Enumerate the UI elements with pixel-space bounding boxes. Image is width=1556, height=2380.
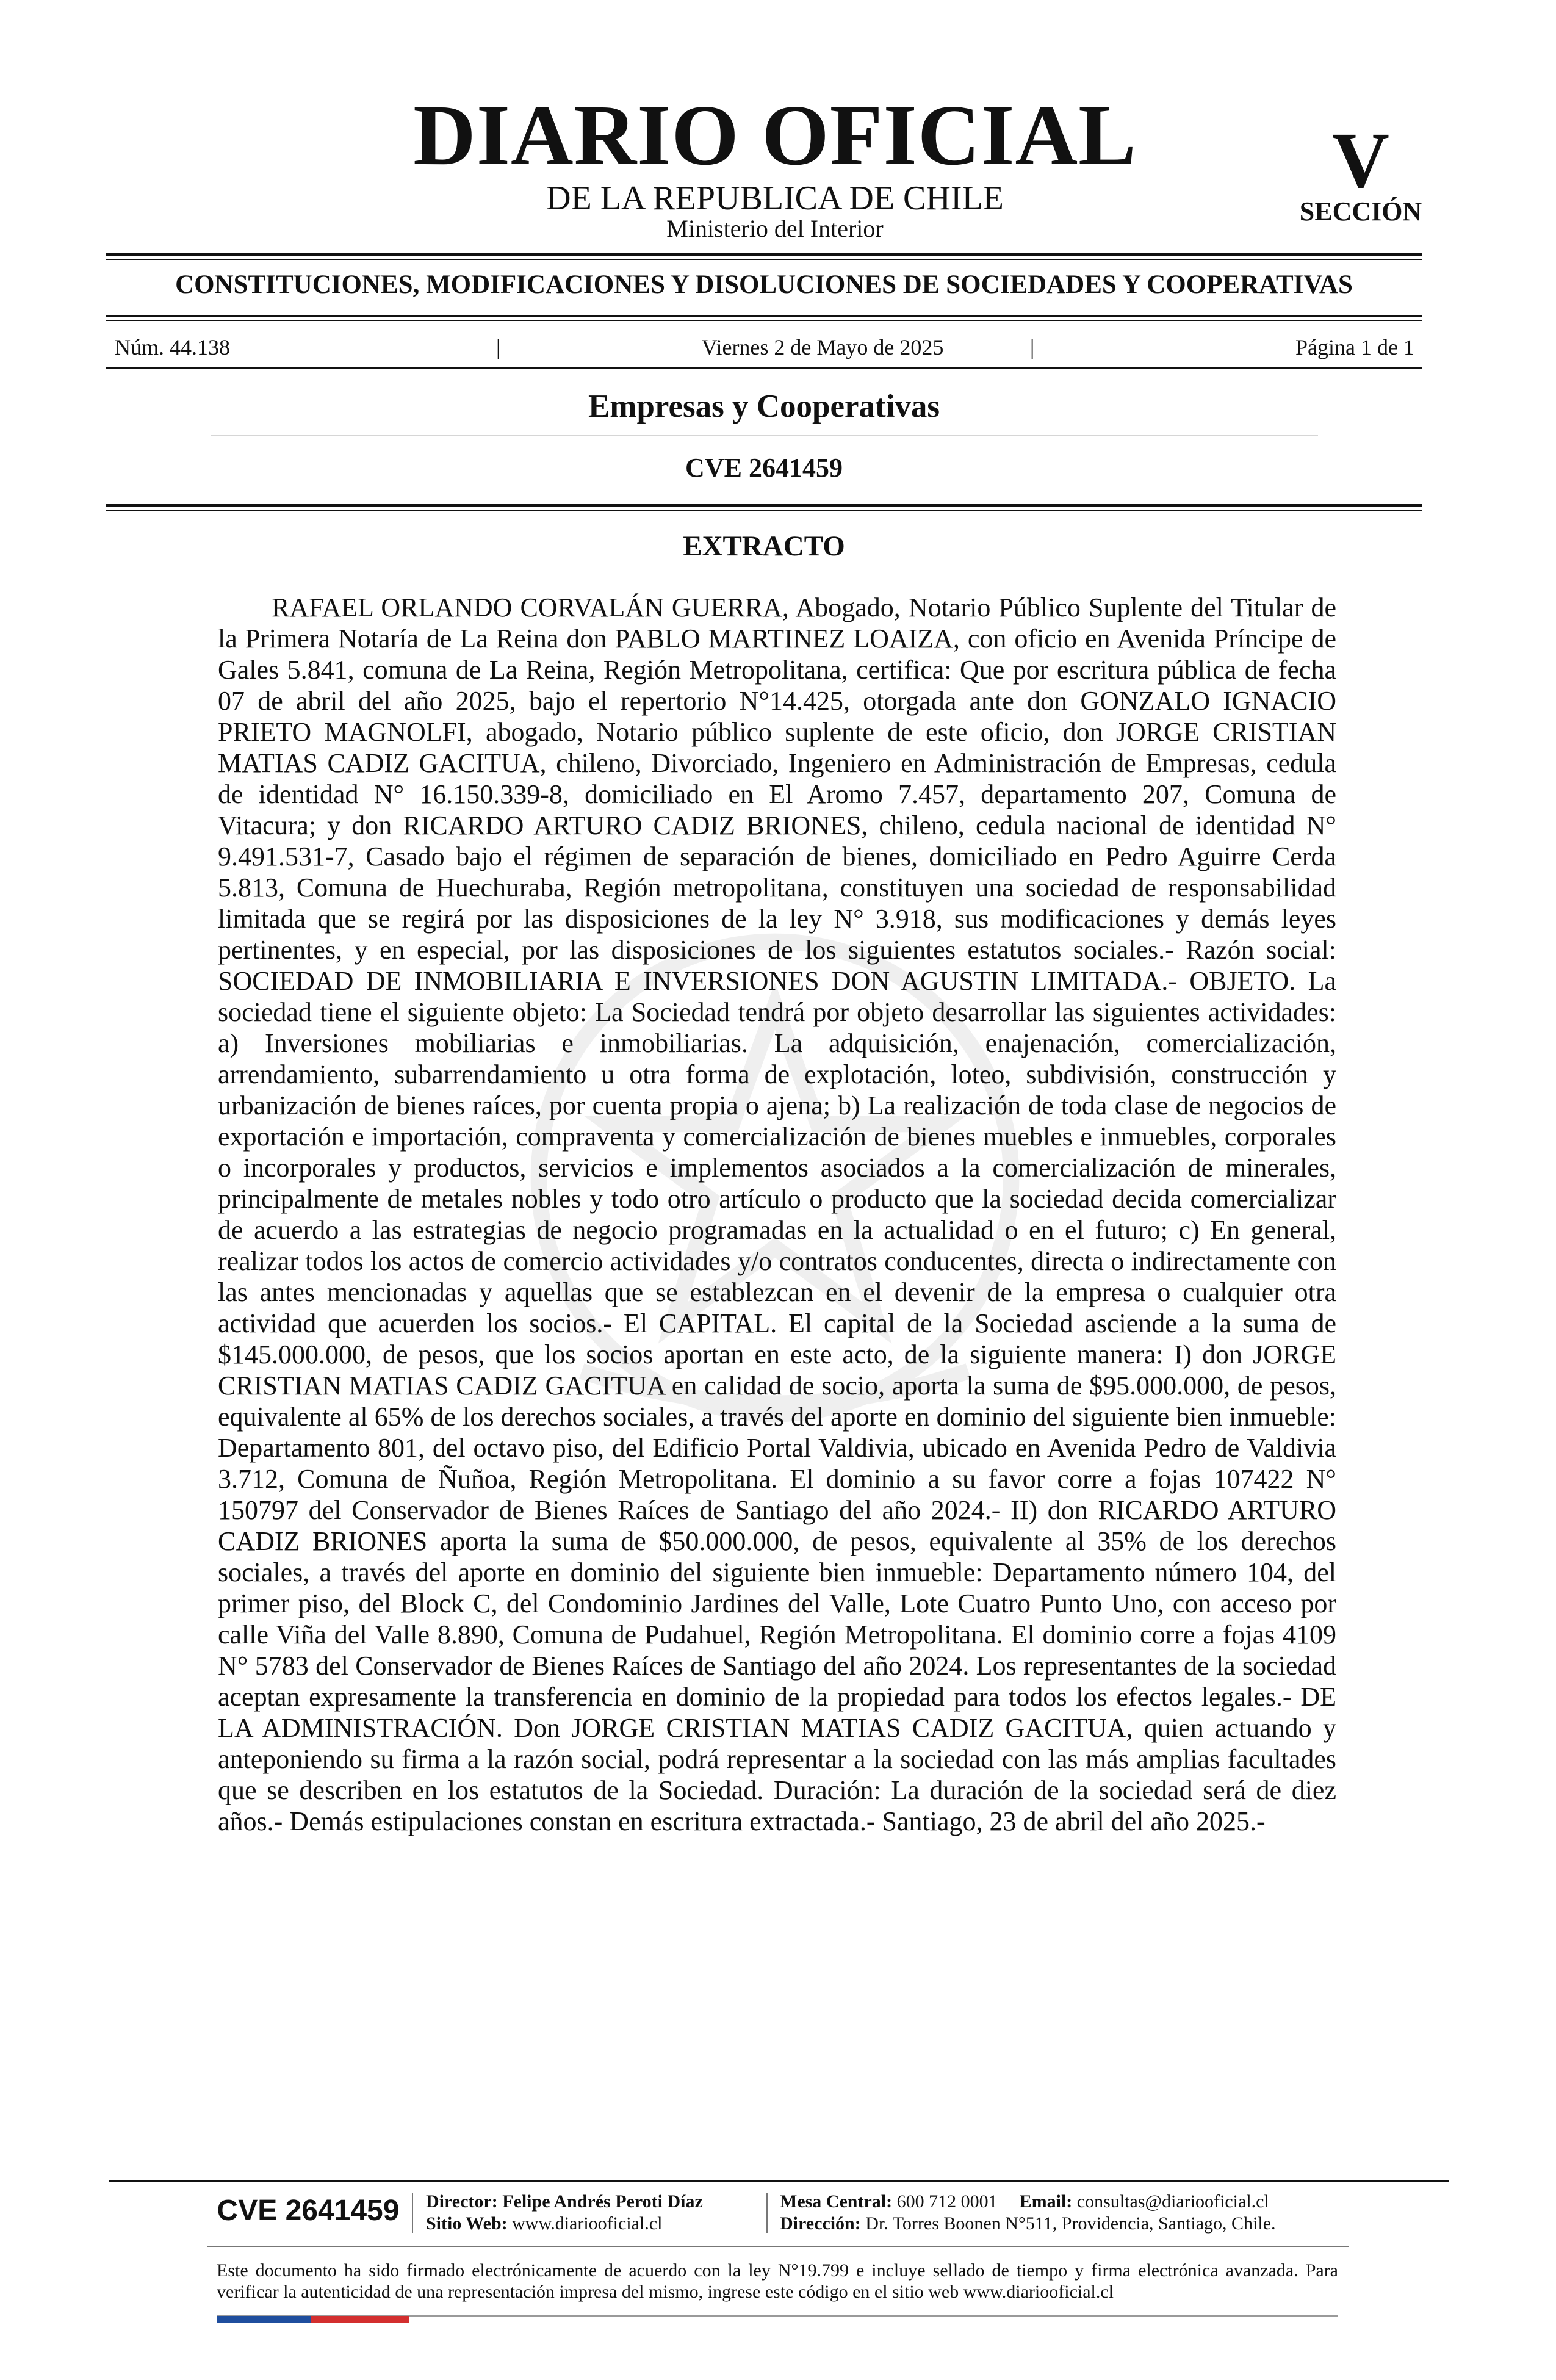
category-rule-thin [106,320,1422,321]
section-title: Empresas y Cooperativas [588,389,940,424]
issue-date: Viernes 2 de Mayo de 2025 [701,335,944,359]
page-indicator: Página 1 de 1 [1295,335,1414,359]
email-link[interactable]: consultas@diariooficial.cl [1076,2191,1269,2212]
director-label: Director: [426,2191,498,2212]
director-name: Felipe Andrés Peroti Díaz [502,2191,703,2212]
category-rule [106,315,1422,317]
document-heading: EXTRACTO [683,530,845,562]
email-label: Email: [1019,2191,1073,2212]
cve-code: CVE 2641459 [685,453,843,483]
footer-cve-code: CVE 2641459 [217,2194,400,2227]
footer-divider [412,2193,413,2233]
mesa-phone: 600 712 0001 [896,2191,998,2212]
category-title: CONSTITUCIONES, MODIFICACIONES Y DISOLUCIONES DE SOCIEDADES Y COOPERATIVAS [175,270,1353,299]
masthead-title: DIARIO OFICIAL [413,87,1137,183]
issue-meta-row [115,334,1414,361]
issue-number: Núm. 44.138 [115,335,230,359]
footer-separator [207,2246,1349,2247]
meta-separator: | [1030,335,1035,359]
mesa-label: Mesa Central: [780,2191,893,2212]
cve-rule [106,504,1422,507]
masthead-ministry: Ministerio del Interior [666,215,884,242]
website-label: Sitio Web: [426,2213,508,2234]
footer-director-block [426,2191,703,2235]
section-letter: V [1332,117,1389,204]
footer-verification-note: Este documento ha sido firmado electrónicamente de acuerdo con la ley N°19.799 e incluye sellado de tiempo y firma electrónica avanzada. Para verificar la autenticidad de una representación impresa del mismo, ingrese este código en el sitio web www.diariooficial.cl [217,2260,1338,2302]
meta-separator: | [496,335,501,359]
document-body: RAFAEL ORLANDO CORVALÁN GUERRA, Abogado, Notario Público Suplente del Titular de la Primera Notaría de La Reina don PABLO MARTINEZ LOAIZA, con oficio en Avenida Príncipe de Gales 5.841, comuna de La Reina, Región Metropolitana, certifica: Que por escritura pública de fecha 07 de abril del año 2025, bajo el repertorio N°14.425, otorgada ante don GONZALO IGNACIO PRIETO MAGNOLFI, abogado, Notario público suplente de este oficio, don JORGE CRISTIAN MATIAS CADIZ GACITUA, chileno, Divorciado, Ingeniero en Administración de Empresas, cedula de identidad N° 16.150.339-8, domiciliado en El Aromo 7.457, departamento 207, Comuna de Vitacura; y don RICARDO ARTURO CADIZ BRIONES, chileno, cedula nacional de identidad N° 9.491.531-7, Casado bajo el régimen de separación de bienes, domiciliado en Pedro Aguirre Cerda 5.813, Comuna de Huechuraba, Región metropolitana, constituyen una sociedad de responsabilidad limitada que se regirá por las disposiciones de la ley N° 3.918, sus modificaciones y demás leyes pertinentes, y en especial, por las disposiciones de los siguientes estatutos sociales.- Razón social: SOCIEDAD DE INMOBILIARIA E INVERSIONES DON AGUSTIN LIMITADA.- OBJETO. La sociedad tiene el siguiente objeto: La Sociedad tendrá por objeto desarrollar las siguientes actividades: a) Inversiones mobiliarias e inmobiliarias. La adquisición, enajenación, comercialización, arrendamiento, subarrendamiento u otra forma de explotación, loteo, subdivisión, construcción y urbanización de bienes raíces, por cuenta propia o ajena; b) La realización de toda clase de negocios de exportación e importación, compraventa y comercialización de bienes muebles e inmuebles, corporales o incorporales y productos, servicios e implementos asociados a la comercialización de minerales, principalmente de metales nobles y todo otro artículo o producto que la sociedad decida comercializar de acuerdo a las estrategias de negocio programadas en la actualidad o en el futuro; c) En general, realizar todos los actos de comercio actividades y/o contratos conducentes, directa o indirectamente con las antes mencionadas y aquellas que se establezcan en el devenir de la empresa o cualquier otra actividad que acuerden los socios.- El CAPITAL. El capital de la Sociedad asciende a la suma de $145.000.000, de pesos, que los socios aportan en este acto, de la siguiente manera: I) don JORGE CRISTIAN MATIAS CADIZ GACITUA en calidad de socio, aporta la suma de $95.000.000, de pesos, equivalente al 65% de los derechos sociales, a través del aporte en dominio del siguiente bien inmueble: Departamento 801, del octavo piso, del Edificio Portal Valdivia, ubicado en Avenida Pedro de Valdivia 3.712, Comuna de Ñuñoa, Región Metropolitana. El dominio a su favor corre a fojas 107422 N° 150797 del Conservador de Bienes Raíces de Santiago del año 2024.- II) don RICARDO ARTURO CADIZ BRIONES aporta la suma de $50.000.000, de pesos, equivalente al 35% de los derechos sociales, a través del aporte en dominio del siguiente bien inmueble: Departamento número 104, del primer piso, del Block C, del Condominio Jardines del Valle, Lote Cuatro Punto Uno, con acceso por calle Viña del Valle 8.890, Comuna de Pudahuel, Región Metropolitana. El dominio corre a fojas 4109 N° 5783 del Conservador de Bienes Raíces de Santiago del año 2024. Los representantes de la sociedad aceptan expresamente la transferencia en dominio de la propiedad para todos los efectos legales.- DE LA ADMINISTRACIÓN. Don JORGE CRISTIAN MATIAS CADIZ GACITUA, quien actuando y anteponiendo su firma a la razón social, podrá representar a la sociedad con las más amplias facultades que se describen en los estatutos de la Sociedad. Duración: La duración de la sociedad será de diez años.- Demás estipulaciones constan en escritura extractada.- Santiago, 23 de abril del año 2025.- [218,593,1336,1836]
website-link[interactable]: www.diariooficial.cl [512,2213,663,2234]
footer-rule [109,2180,1449,2182]
footer-contact-block [780,2191,1276,2235]
section-word: SECCIÓN [1299,197,1422,226]
address-label: Dirección: [780,2213,861,2234]
flag-stripe-blue [217,2316,311,2323]
cve-rule-thin [106,510,1422,511]
flag-stripe-red [311,2316,409,2323]
meta-rule [106,367,1422,369]
address-value: Dr. Torres Boonen N°511, Providencia, Santiago, Chile. [865,2213,1276,2234]
header-rule-top-thin [106,259,1422,260]
section-divider [211,435,1318,436]
masthead-subtitle: DE LA REPUBLICA DE CHILE [546,179,1004,217]
header-rule-top [106,253,1422,256]
footer-divider [766,2193,768,2233]
